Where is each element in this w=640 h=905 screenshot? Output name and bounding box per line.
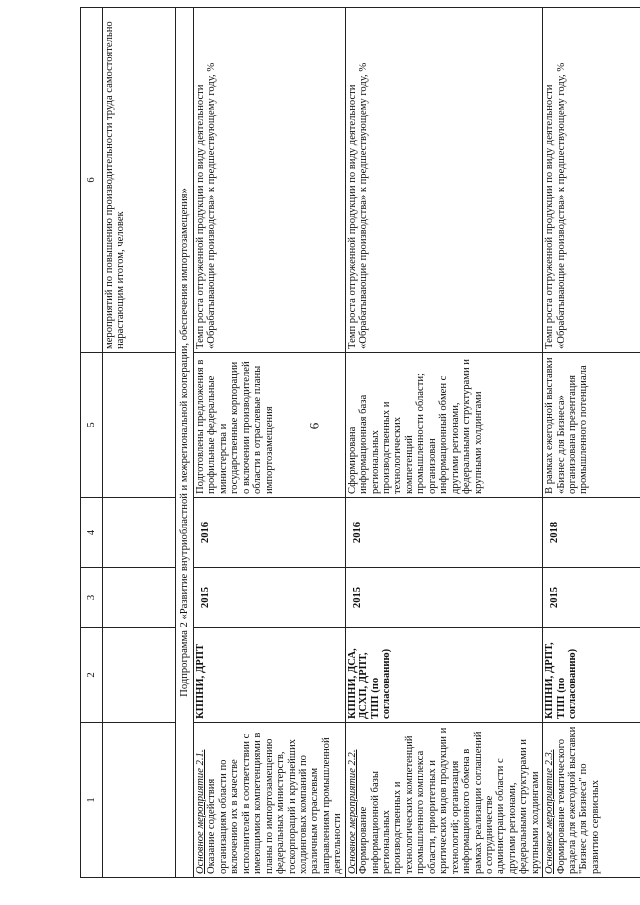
start-year: 2015: [345, 568, 542, 628]
empty-cell: [103, 568, 176, 628]
measure-cell: [345, 723, 542, 878]
indicator-cell: Темп роста отгруженной продукции по виду деятельности «Обрабатывающие производства» к предшествующему году, %: [543, 8, 640, 353]
result-cell: Сформирована информационная база региональных производственных и технологических компетенций промышленности области; организован информационный обмен с другими регионами, федеральными структурами и крупными холдингами: [345, 353, 542, 498]
measure-description: Формирование тематического раздела для ежегодной выставки "Бизнес для Бизнеса" по развитию сервисных: [555, 726, 601, 874]
rotated-table-page: [80, 8, 603, 878]
end-year: 2016: [345, 498, 542, 568]
header-cell: 4: [81, 498, 103, 568]
executor-cell: КППНИ, ДРПТ: [194, 628, 346, 723]
measure-description: Оказание содействия организациям области по включению их в качестве исполнителей в соответствии с имеющимися компетенциями в планы по импортозамещению федеральных министерств, госкорпораций и крупнейших холдинговых компаний по различным отраслевым направлениям промышленной деятельности: [206, 732, 344, 874]
start-year: 2015: [543, 568, 640, 628]
measure-title: Основное мероприятие 2.3.: [544, 749, 556, 874]
executor-cell: КППНИ, ДСА, ДСХП, ДРПТ, ТПП (по согласованию): [345, 628, 542, 723]
table-row: [345, 8, 542, 878]
indicator-cell: Темп роста отгруженной продукции по виду деятельности «Обрабатывающие производства» к предшествующему году, %: [345, 8, 542, 353]
table-row: [543, 8, 640, 878]
empty-cell: [103, 628, 176, 723]
header-cell: 5: [81, 353, 103, 498]
start-year: 2015: [194, 568, 346, 628]
end-year: 2018: [543, 498, 640, 568]
result-cell: Подготовлены предложения в профильные федеральные министерства и государственные корпорации о включении производителей области в отраслевые планы импортозамещения: [194, 353, 346, 498]
executor-cell: КППНИ, ДРПТ, ТПП (по согласованию): [543, 628, 640, 723]
header-row: [81, 8, 103, 878]
indicator-cell: Темп роста отгруженной продукции по виду деятельности «Обрабатывающие производства» к предшествующему году, %: [194, 8, 346, 353]
header-cell: 3: [81, 568, 103, 628]
table-row: [103, 8, 176, 878]
header-cell: 2: [81, 628, 103, 723]
empty-cell: [103, 353, 176, 498]
result-cell: В рамках ежегодной выставки «Бизнес для Бизнеса» организована презентация промышленного потенциала: [543, 353, 640, 498]
header-cell: 1: [81, 723, 103, 878]
page-number: 6: [306, 422, 322, 430]
measure-title: Основное мероприятие 2.2.: [346, 749, 358, 874]
measure-cell: [194, 723, 346, 878]
program-table: [80, 7, 640, 878]
empty-cell: [103, 498, 176, 568]
measure-description: Формирование информационной базы региональных производственных и технологических компетенций промышленного комплекса области, приоритетных и критических видов продукции и технологий; организация информационного обмена в рамках реализации соглашений о сотрудничестве администрации области с другими регионами, федеральными структурами и крупными холдингами: [358, 727, 541, 874]
measure-cell: [543, 723, 640, 878]
measure-title: Основное мероприятие 2.1.: [195, 749, 206, 874]
empty-cell: [103, 723, 176, 878]
header-cell: 6: [81, 8, 103, 353]
subprogram-title: Подпрограмма 2 «Развитие внутриобластной и межрегиональной кооперации, обеспечения импортозамещения»: [176, 8, 194, 878]
indicator-cell: мероприятий по повышению производительности труда самостоятельно нарастающим итогом, человек: [103, 8, 176, 353]
end-year: 2016: [194, 498, 346, 568]
table-row: [194, 8, 346, 878]
subprogram-row: [176, 8, 194, 878]
